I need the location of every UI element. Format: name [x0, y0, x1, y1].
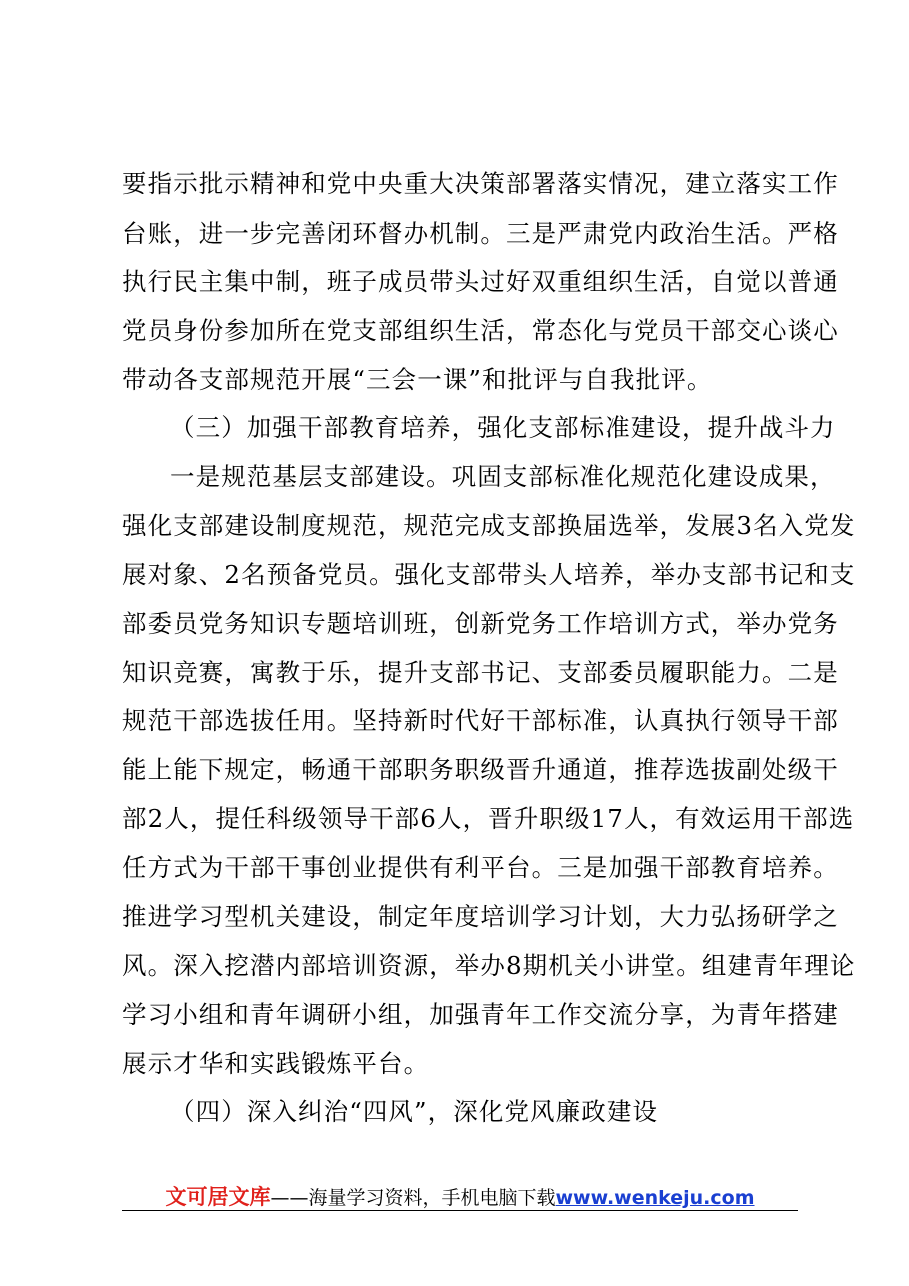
- paragraph-line: 学习小组和青年调研小组，加强青年工作交流分享，为青年搭建: [122, 1000, 839, 1029]
- paragraph-line: 风。深入挖潜内部培训资源，举办8期机关小讲堂。组建青年理论: [122, 951, 856, 980]
- footer-brand: 文可居文库: [165, 1185, 271, 1209]
- paragraph-line: 台账，进一步完善闭环督办机制。三是严肃党内政治生活。严格: [122, 219, 839, 248]
- paragraph-line: 展对象、2名预备党员。强化支部带头人培养，举办支部书记和支: [122, 560, 856, 589]
- section-heading-3: （三）加强干部教育培养，强化支部标准建设，提升战斗力: [170, 413, 836, 442]
- paragraph-line: 规范干部选拔任用。坚持新时代好干部标准，认真执行领导干部: [122, 706, 839, 735]
- paragraph-line: 部2人，提任科级领导干部6人，晋升职级17人，有效运用干部选: [122, 804, 855, 833]
- paragraph-line: 党员身份参加所在党支部组织生活，常态化与党员干部交心谈心: [122, 316, 839, 345]
- paragraph-line: 部委员党务知识专题培训班，创新党务工作培训方式，举办党务: [122, 609, 839, 638]
- footer-link[interactable]: www.wenkeju.com: [555, 1187, 755, 1209]
- section-heading-4: （四）深入纠治“四风”，深化党风廉政建设: [170, 1097, 659, 1126]
- paragraph-line: 推进学习型机关建设，制定年度培训学习计划，大力弘扬研学之: [122, 902, 839, 931]
- paragraph-line: 任方式为干部干事创业提供有利平台。三是加强干部教育培养。: [122, 853, 839, 882]
- paragraph-line: 知识竞赛，寓教于乐，提升支部书记、支部委员履职能力。二是: [122, 658, 839, 687]
- paragraph-line: 执行民主集中制，班子成员带头过好双重组织生活，自觉以普通: [122, 267, 839, 296]
- paragraph-line: 带动各支部规范开展“三会一课”和批评与自我批评。: [122, 365, 713, 394]
- paragraph-line: 要指示批示精神和党中央重大决策部署落实情况，建立落实工作: [122, 169, 839, 198]
- paragraph-line: 能上能下规定，畅通干部职务职级晋升通道，推荐选拔副处级干: [122, 755, 839, 784]
- footer-slogan: ——海量学习资料，手机电脑下载: [270, 1187, 556, 1209]
- footer-divider: [122, 1210, 798, 1211]
- paragraph-line: 强化支部建设制度规范，规范完成支部换届选举，发展3名入党发: [122, 511, 856, 540]
- paragraph-line: 一是规范基层支部建设。巩固支部标准化规范化建设成果，: [170, 462, 836, 491]
- paragraph-line: 展示才华和实践锻炼平台。: [122, 1049, 430, 1078]
